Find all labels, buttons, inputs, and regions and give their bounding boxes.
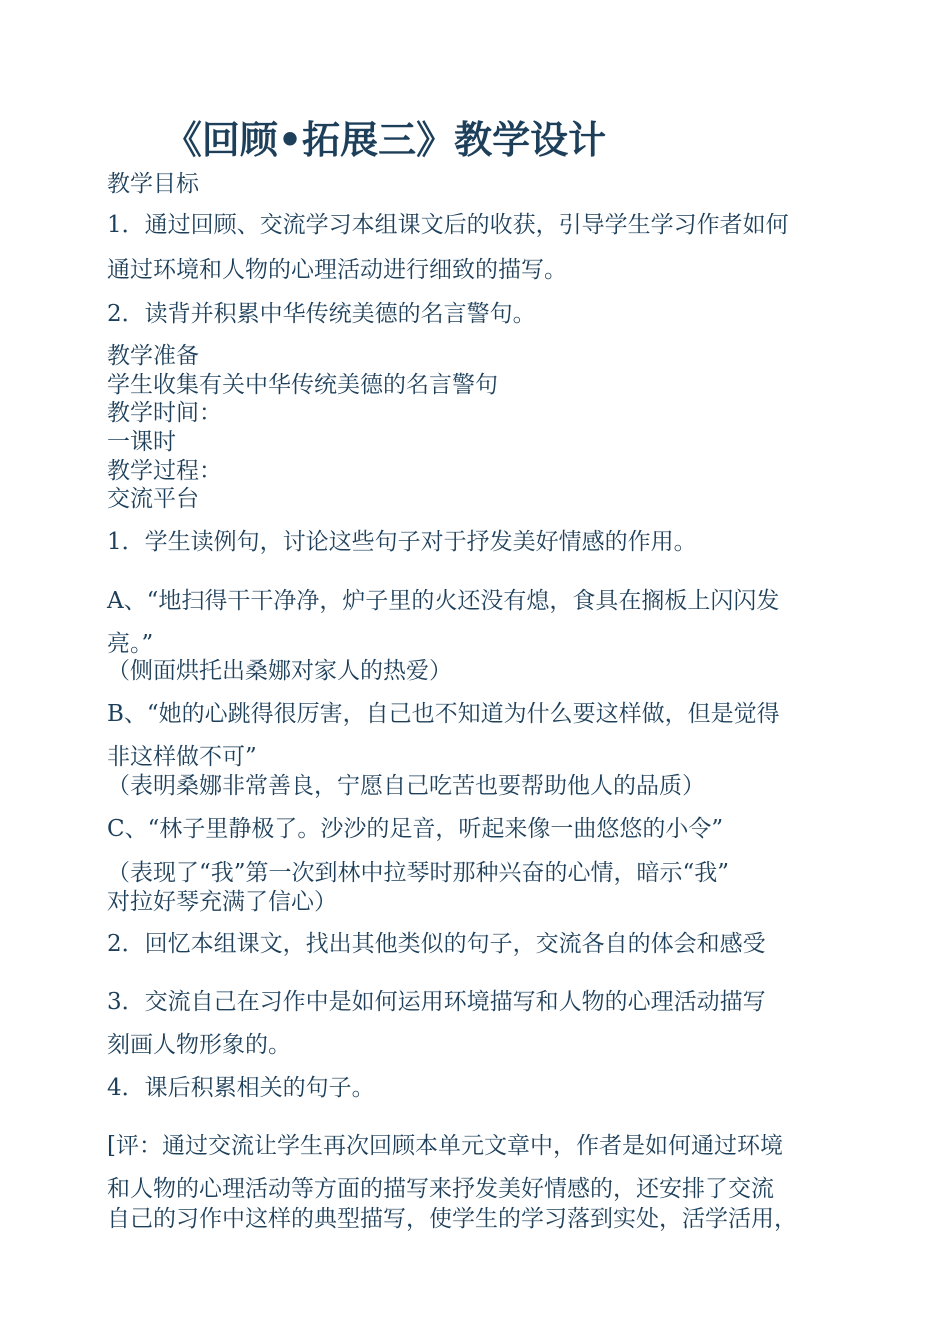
text-line: 一课时 <box>107 429 176 455</box>
section-heading-preparation: 教学准备 <box>107 343 199 369</box>
document-title: 《回顾•拓展三》教学设计 <box>163 117 607 162</box>
text-line: （表明桑娜非常善良，宁愿自己吃苦也要帮助他人的品质） <box>107 773 705 799</box>
section-heading-time: 教学时间： <box>107 400 222 426</box>
text-line: 通过环境和人物的心理活动进行细致的描写。 <box>107 257 567 283</box>
section-heading-process: 教学过程： <box>107 458 222 484</box>
text-line: 4．课后积累相关的句子。 <box>107 1075 375 1101</box>
comment-line: [评：通过交流让学生再次回顾本单元文章中，作者是如何通过环境 <box>107 1133 783 1159</box>
text-line: （侧面烘托出桑娜对家人的热爱） <box>107 658 452 684</box>
text-line: B、“她的心跳得很厉害，自己也不知道为什么要这样做，但是觉得 <box>107 701 780 727</box>
text-line: 对拉好琴充满了信心） <box>107 889 337 915</box>
text-line: 1．学生读例句，讨论这些句子对于抒发美好情感的作用。 <box>107 529 697 555</box>
text-line: 交流平台 <box>107 486 199 512</box>
text-line: 2．回忆本组课文，找出其他类似的句子，交流各自的体会和感受 <box>107 931 766 957</box>
text-line: 亮。” <box>107 631 154 657</box>
text-line: 3．交流自己在习作中是如何运用环境描写和人物的心理活动描写 <box>107 989 766 1015</box>
text-line: 学生收集有关中华传统美德的名言警句 <box>107 372 498 398</box>
text-line: （表现了“我”第一次到林中拉琴时那种兴奋的心情，暗示“我” <box>107 860 730 886</box>
text-line: 非这样做不可” <box>107 744 257 770</box>
text-line: 刻画人物形象的。 <box>107 1032 291 1058</box>
comment-line: 和人物的心理活动等方面的描写来抒发美好情感的，还安排了交流 <box>107 1176 774 1202</box>
text-line: C、“林子里静极了。沙沙的足音，听起来像一曲悠悠的小令” <box>107 816 724 842</box>
section-heading-objectives: 教学目标 <box>107 171 199 197</box>
comment-line: 自己的习作中这样的典型描写，使学生的学习落到实处，活学活用， <box>107 1206 797 1232</box>
text-line: 1．通过回顾、交流学习本组课文后的收获，引导学生学习作者如何 <box>107 212 789 238</box>
text-line: 2．读背并积累中华传统美德的名言警句。 <box>107 301 536 327</box>
text-line: A、“地扫得干干净净，炉子里的火还没有熄，食具在搁板上闪闪发 <box>107 588 780 614</box>
